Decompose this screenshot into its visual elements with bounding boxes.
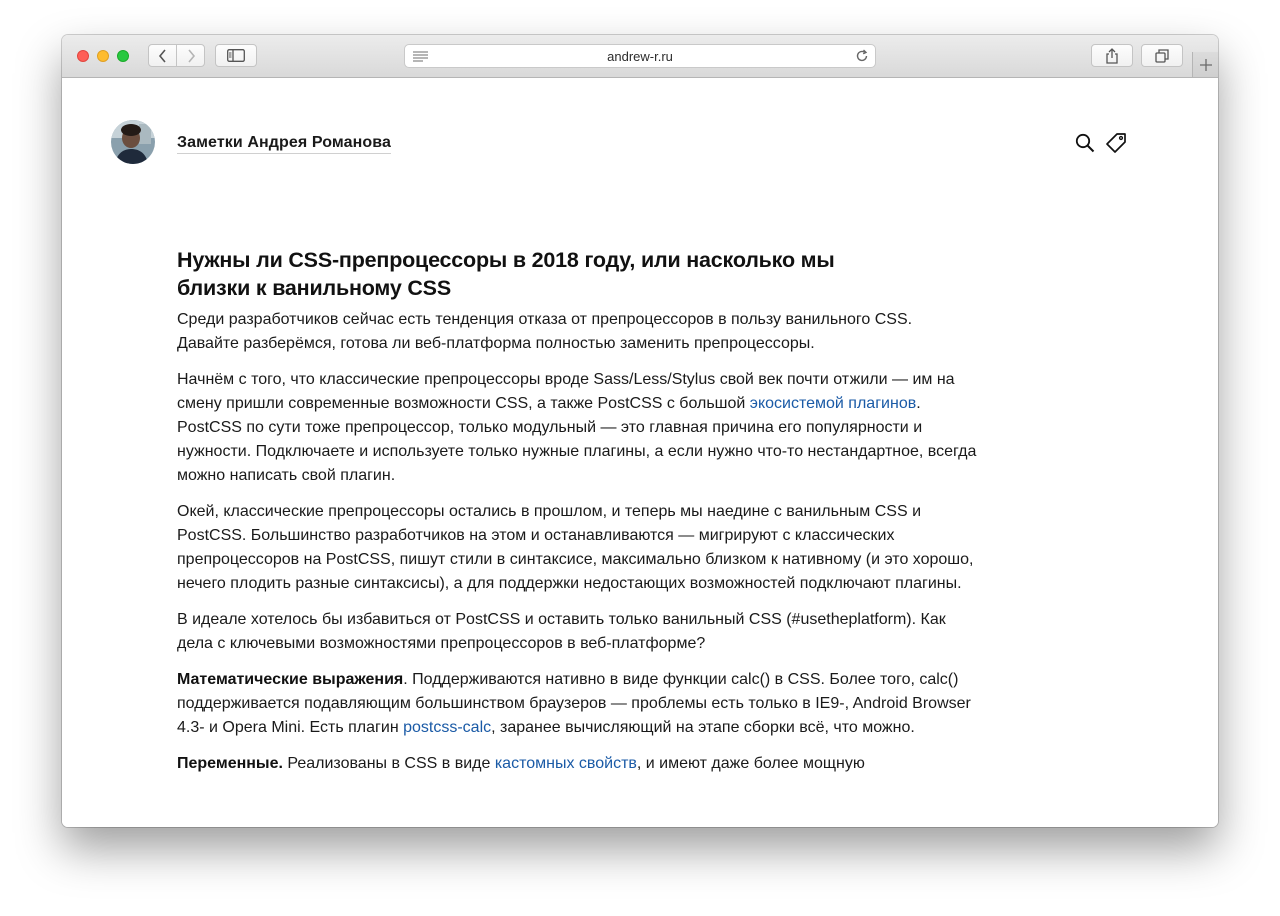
share-icon [1105, 48, 1119, 64]
zoom-window-button[interactable] [117, 50, 129, 62]
paragraph-text: , и имеют даже более мощную [636, 755, 865, 772]
url-text: andrew-r.ru [607, 49, 673, 64]
custom-properties-link[interactable]: кастомных свойств [494, 755, 637, 772]
chevron-left-icon [158, 49, 168, 63]
browser-window [62, 35, 1218, 827]
article-title-line-1: Нужны ли CSS-препроцессоры в 2018 году, или насколько мы [177, 248, 835, 272]
tabs-overview-button[interactable] [1141, 44, 1183, 67]
tag-icon[interactable] [1105, 132, 1127, 154]
math-heading: Математические выражения [177, 671, 404, 688]
reload-icon[interactable] [855, 49, 869, 63]
variables-heading: Переменные. [177, 755, 283, 772]
tabs-overview-icon [1155, 49, 1169, 63]
paragraph-math [177, 668, 977, 740]
site-title[interactable]: Заметки Андрея Романова [177, 134, 391, 154]
plus-icon [1200, 59, 1212, 71]
search-icon[interactable] [1075, 133, 1095, 153]
chevron-right-icon [186, 49, 196, 63]
paragraph-text: Начнём с того, что классические препроцессоры вроде Sass/Less/Stylus свой век почти отжили — им на смену пришли современные возможности CSS, а также PostCSS с большой [177, 371, 955, 412]
forward-button[interactable] [176, 44, 205, 67]
minimize-window-button[interactable] [97, 50, 109, 62]
sidebar-button[interactable] [215, 44, 257, 67]
paragraph-text: Реализованы в CSS в виде [282, 755, 495, 772]
paragraph-postcss: Окей, классические препроцессоры остались в прошлом, и теперь мы наедине с ванильным CSS и PostCSS. Большинство разработчиков на этом и останавливаются — мигрируют с классических препроцессоров на PostCSS, пишут стили в синтаксисе, максимально близком к нативному (и это хорошо, нечего плодить разные синтаксисы), а для поддержки недостающих возможностей подключают плагины. [177, 503, 974, 592]
avatar[interactable] [111, 120, 155, 164]
article-title [177, 246, 897, 302]
paragraph-text: . Поддерживаются нативно в виде функции calc() в CSS. Более того, calc() поддерживается подавляющим большинством браузеров — проблемы есть только в IE9-, Android Browser 4.3- и Opera Mini. Есть плагин [177, 671, 971, 736]
postcss-calc-link[interactable]: postcss-calc [403, 719, 492, 736]
sidebar-icon [227, 49, 245, 62]
paragraph-text: . PostCSS по сути тоже препроцессор, только модульный — это главная причина его популярности и нужности. Подключаете и используете только нужные плагины, а если нужно что-то нестандартное, всегда можно написать свой плагин. [177, 395, 977, 484]
paragraph-text: , заранее вычисляющий на этапе сборки всё, что можно. [491, 719, 915, 736]
avatar-photo [111, 120, 155, 164]
share-button[interactable] [1091, 44, 1133, 67]
title-bar [62, 35, 1218, 78]
address-bar[interactable] [404, 44, 876, 68]
page-content [62, 78, 1218, 827]
paragraph-variables [177, 752, 977, 776]
new-tab-button[interactable] [1192, 52, 1218, 77]
close-window-button[interactable] [77, 50, 89, 62]
back-button[interactable] [148, 44, 177, 67]
paragraph-ideal: В идеале хотелось бы избавиться от PostCSS и оставить только ванильный CSS (#usetheplatform). Как дела с ключевыми возможностями препроцессоров в веб-платформе? [177, 611, 946, 652]
article [177, 246, 977, 788]
article-title-line-2: близки к ванильному CSS [177, 276, 451, 300]
paragraph-intro: Среди разработчиков сейчас есть тенденция отказа от препроцессоров в пользу ванильного CSS. Давайте разберёмся, готова ли веб-платформа полностью заменить препроцессоры. [177, 311, 913, 352]
ecosystem-link[interactable]: экосистемой плагинов [749, 395, 917, 412]
paragraph-preprocessors [177, 368, 977, 488]
